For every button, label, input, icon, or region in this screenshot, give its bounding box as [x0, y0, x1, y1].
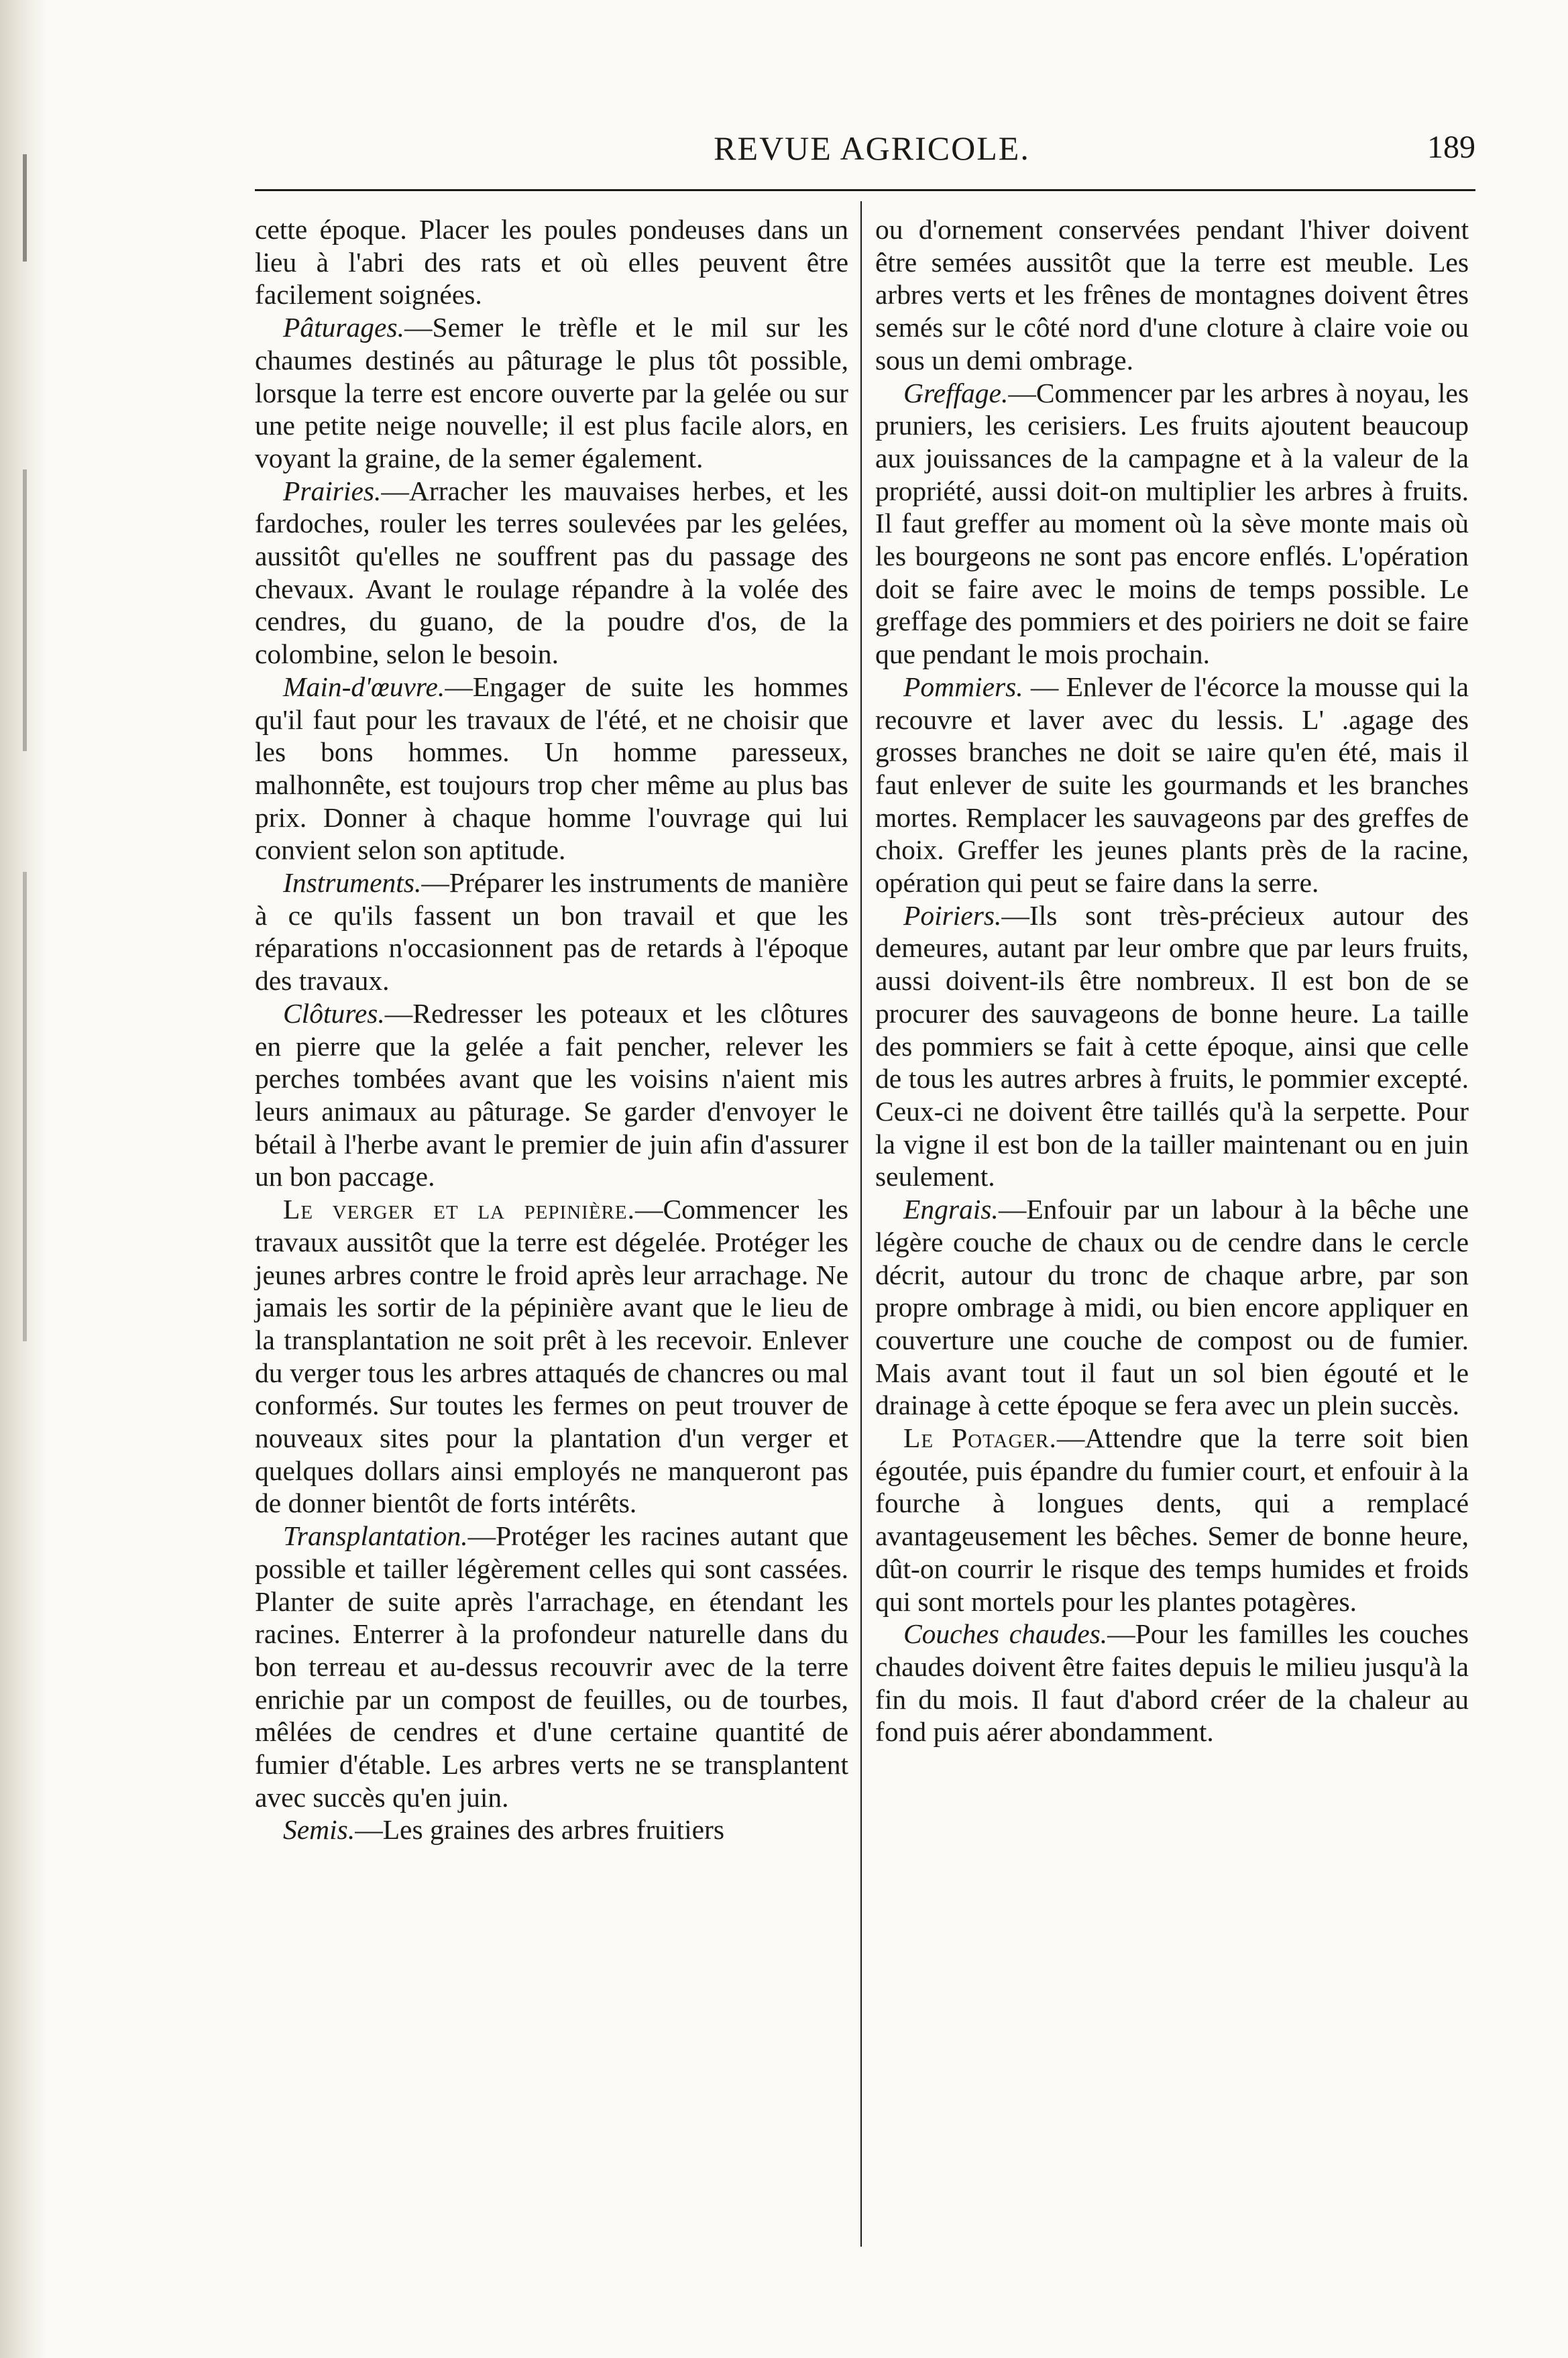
paragraph-text: — Enlever de l'écorce la mousse qui la recouvre et laver avec du lessis. L' .agage des grosses branches ne doit se ıaire qu'en été, mais il faut enlever de suite les gourmands et les branches mortes. Remplacer les sauvageons par des greffes de choix. Greffer les jeunes plants près de la racine, opération qui peut se faire dans la serre.: [875, 671, 1469, 899]
section-lead: Couches chaudes.: [903, 1618, 1108, 1650]
paragraph: [875, 1618, 1469, 1748]
paragraph-text: —Arracher les mauvaises herbes, et les fardoches, rouler les terres soulevées par les gelées, aussitôt qu'elles ne souffrent pas du passage des chevaux. Avant le roulage répandre à la volée des cendres, du guano, de la poudre d'os, de la colombine, selon le besoin.: [255, 475, 848, 670]
section-lead: Semis.: [283, 1814, 355, 1846]
paragraph: [255, 213, 848, 311]
page-binding-shadow: [0, 0, 47, 2358]
section-lead: Instruments.: [283, 867, 422, 899]
paragraph-text: ou d'ornement conservées pendant l'hiver doivent être semées aussitôt que la terre est meuble. Les arbres verts et les frênes de montagnes doivent êtres semés sur le côté nord d'une cloture à claire voie ou sous un demi ombrage.: [875, 214, 1469, 376]
section-lead: Clôtures.: [283, 997, 385, 1029]
page-header: [255, 127, 1475, 174]
binding-mark: [23, 872, 27, 1341]
section-lead: Poiriers.: [903, 899, 1002, 931]
paragraph: [255, 671, 848, 866]
section-lead: Transplantation.: [283, 1520, 468, 1552]
paragraph-text: cette époque. Placer les poules pondeuses dans un lieu à l'abri des rats et où elles peuvent être facilement soignées.: [255, 214, 848, 311]
paragraph-text: —Pour les familles les couches chaudes doivent être faites depuis le milieu jusqu'à la fin du mois. Il faut d'abord créer de la chaleur au fond puis aérer abondamment.: [875, 1618, 1469, 1748]
paragraph: [255, 866, 848, 997]
paragraph: [875, 1193, 1469, 1422]
section-lead: Pommiers.: [903, 671, 1023, 702]
paragraph-text: —Commencer par les arbres à noyau, les pruniers, les cerisiers. Les fruits ajoutent beaucoup aux jouissances de la campagne et à la valeur de la propriété, aussi doit-on multiplier les arbres à fruits. Il faut greffer au moment où la sève monte mais où les bourgeons ne sont pas encore enflés. L'opération doit se faire avec le moins de temps possible. Le greffage des pommiers et des poiriers ne doit se faire que pendant le mois prochain.: [875, 377, 1469, 670]
left-column: [255, 213, 848, 1846]
section-lead: Greffage.: [903, 377, 1009, 408]
paragraph: [255, 311, 848, 475]
paragraph-text: —Ils sont très-précieux autour des demeures, autant par leur ombre que par leurs fruits, aussi doivent-ils être nombreux. Il est bon de se procurer des sauvageons de bonne heure. La taille des pommiers se fait à cette époque, ainsi que celle de tous les autres arbres à fruits, le pommier excepté. Ceux-ci ne doivent être taillés qu'à la serpette. Pour la vigne il est bon de la tailler maintenant ou en juin seulement.: [875, 899, 1469, 1192]
paragraph: [255, 475, 848, 671]
paragraph: [255, 1520, 848, 1813]
section-lead: Le verger et la pepinière.: [283, 1194, 635, 1225]
right-column: [875, 213, 1469, 1748]
section-lead: Main-d'œuvre.: [283, 671, 445, 702]
section-lead: Le Potager.: [903, 1422, 1057, 1454]
section-lead: Pâturages.: [283, 312, 404, 343]
header-rule: [255, 189, 1475, 191]
paragraph-text: —Redresser les poteaux et les clôtures en pierre que la gelée a fait pencher, relever les perches tombées avant que les voisins n'aient mis leurs animaux au pâturage. Se garder d'envoyer le bétail à l'herbe avant le premier de juin afin d'assurer un bon paccage.: [255, 997, 848, 1192]
section-lead: Engrais.: [903, 1194, 999, 1225]
paragraph: [255, 1813, 848, 1846]
paragraph: [875, 899, 1469, 1193]
paragraph-text: —Engager de suite les hommes qu'il faut pour les travaux de l'été, et ne choisir que les bons hommes. Un homme paresseux, malhonnête, est toujours trop cher même au plus bas prix. Donner à chaque homme l'ouvrage qui lui convient selon son aptitude.: [255, 671, 848, 866]
paragraph-text: —Attendre que la terre soit bien égoutée, puis épandre du fumier court, et enfouir à la fourche à longues dents, qui a remplacé avantageusement les bêches. Semer de bonne heure, dût-on courrir le risque des temps humides et froids qui sont mortels pour les plantes potagères.: [875, 1422, 1469, 1617]
paragraph: [875, 377, 1469, 671]
binding-mark: [23, 469, 27, 751]
paragraph: [255, 1193, 848, 1520]
page-number: 189: [1427, 129, 1475, 165]
paragraph: [875, 671, 1469, 899]
paragraph-text: —Préparer les instruments de manière à ce qu'ils fassent un bon travail et que les réparations n'occasionnent pas de retards à l'époque des travaux.: [255, 867, 848, 997]
binding-mark: [23, 154, 27, 262]
paragraph: [255, 997, 848, 1193]
paragraph-text: —Les graines des arbres fruitiers: [355, 1814, 725, 1846]
running-title: REVUE AGRICOLE.: [714, 129, 1030, 167]
paragraph: [875, 213, 1469, 377]
paragraph-text: —Commencer les travaux aussitôt que la terre est dégelée. Protéger les jeunes arbres contre le froid après leur arrachage. Ne jamais les sortir de la pépinière avant que le lieu de la transplantation ne soit prêt à les recevoir. Enlever du verger tous les arbres attaqués de chancres ou mal conformés. Sur toutes les fermes on peut trouver de nouveaux sites pour la plantation d'un verger et quelques dollars ainsi employés ne manqueront pas de donner bientôt de forts intérêts.: [255, 1194, 848, 1519]
paragraph: [875, 1422, 1469, 1618]
column-divider: [860, 201, 862, 2247]
paragraph-text: —Enfouir par un labour à la bêche une légère couche de chaux ou de cendre dans le cercle décrit, autour du tronc de chaque arbre, par son propre ombrage à midi, ou bien encore appliquer en couverture une couche de compost ou de fumier. Mais avant tout il faut un sol bien égouté et le drainage à cette époque se fera avec un plein succès.: [875, 1194, 1469, 1421]
section-lead: Prairies.: [283, 475, 382, 506]
paragraph-text: —Semer le trèfle et le mil sur les chaumes destinés au pâturage le plus tôt possible, lorsque la terre est encore ouverte par la gelée ou sur une petite neige nouvelle; il est plus facile alors, en voyant la graine, de la semer également.: [255, 312, 848, 473]
paragraph-text: —Protéger les racines autant que possible et tailler légèrement celles qui sont cassées. Planter de suite après l'arrachage, en étendant les racines. Enterrer à la profondeur naturelle dans du bon terreau et au-dessus recouvrir avec de la terre enrichie par un compost de feuilles, ou de tourbes, mêlées de cendres et d'une certaine quantité de fumier d'étable. Les arbres verts ne se transplantent avec succès qu'en juin.: [255, 1520, 848, 1813]
